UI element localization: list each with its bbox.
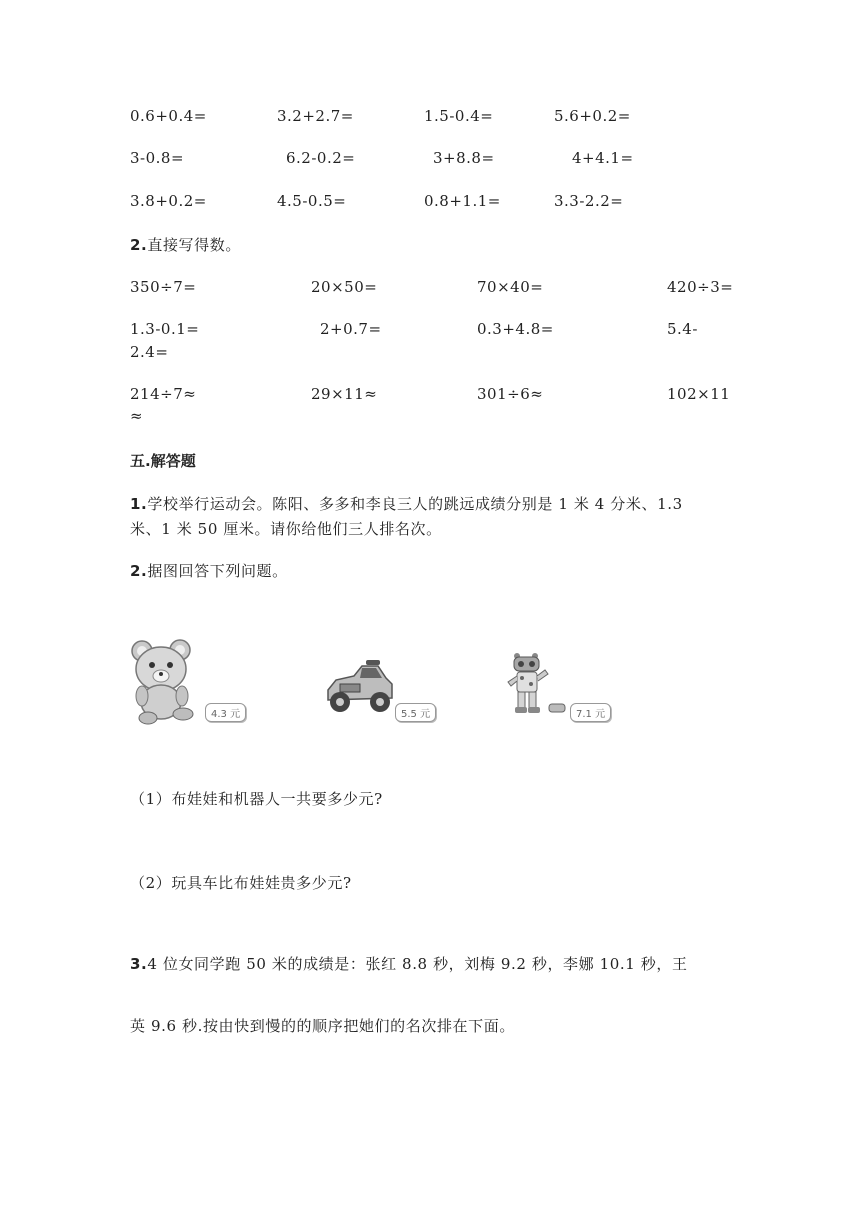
exercise-item: 301÷6≈ <box>477 385 544 403</box>
exercise-item: 5.6+0.2= <box>554 107 631 125</box>
exercise-item: 3+8.8= <box>433 149 495 167</box>
sub-question-1: （1）布娃娃和机器人一共要多少元? <box>130 790 383 808</box>
question-title: 直接写得数。 <box>147 236 241 254</box>
exercise-item: 29×11≈ <box>311 385 378 403</box>
exercise-item-wrap: ≈ <box>130 407 144 425</box>
exercise-item: 214÷7≈ <box>130 385 197 403</box>
section-title: 五.解答题 <box>130 452 196 470</box>
question-heading <box>130 234 241 255</box>
teddy-bear-image <box>128 638 203 726</box>
exercise-item: 0.6+0.4= <box>130 107 207 125</box>
exercise-item: 420÷3= <box>667 278 734 296</box>
problem-text: 4 位女同学跑 50 米的成绩是：张红 8.8 秒，刘梅 9.2 秒，李娜 10.1 秒，王 <box>147 955 688 973</box>
sub-question-2: （2）玩具车比布娃娃贵多少元? <box>130 874 352 892</box>
exercise-item: 4.5-0.5= <box>277 192 347 210</box>
problem-text: 学校举行运动会。陈阳、多多和李良三人的跳远成绩分别是 1 米 4 分米、1.3 <box>147 495 683 513</box>
price-tag: 4.3 元 <box>205 703 246 722</box>
exercise-item: 1.5-0.4= <box>424 107 494 125</box>
exercise-item: 2+0.7= <box>320 320 382 338</box>
exercise-item: 350÷7= <box>130 278 197 296</box>
problem-3-line1 <box>130 953 688 974</box>
problem-number: 3. <box>130 955 148 973</box>
problem-3-line2: 英 9.6 秒.按由快到慢的的顺序把她们的名次排在下面。 <box>130 1017 515 1035</box>
exercise-item: 20×50= <box>311 278 378 296</box>
price-tag: 7.1 元 <box>570 703 611 722</box>
toy-car-image <box>322 660 396 716</box>
question-number: 2. <box>130 236 148 254</box>
robot-image <box>505 652 567 718</box>
problem-text: 据图回答下列问题。 <box>147 562 288 580</box>
exercise-item: 1.3-0.1= <box>130 320 200 338</box>
problem-1-line1 <box>130 493 683 514</box>
exercise-item: 0.8+1.1= <box>424 192 501 210</box>
exercise-item: 70×40= <box>477 278 544 296</box>
exercise-item: 102×11 <box>667 385 731 403</box>
exercise-item: 3.3-2.2= <box>554 192 624 210</box>
exercise-item: 4+4.1= <box>572 149 634 167</box>
problem-2-heading <box>130 560 288 581</box>
exercise-item: 3.2+2.7= <box>277 107 354 125</box>
problem-number: 1. <box>130 495 148 513</box>
exercise-item: 6.2-0.2= <box>286 149 356 167</box>
price-tag: 5.5 元 <box>395 703 436 722</box>
exercise-item-wrap: 2.4= <box>130 343 169 361</box>
problem-number: 2. <box>130 562 148 580</box>
exercise-item: 3-0.8= <box>130 149 185 167</box>
problem-1-line2: 米、1 米 50 厘米。请你给他们三人排名次。 <box>130 520 442 538</box>
exercise-item: 3.8+0.2= <box>130 192 207 210</box>
exercise-item: 0.3+4.8= <box>477 320 554 338</box>
exercise-item: 5.4- <box>667 320 698 338</box>
